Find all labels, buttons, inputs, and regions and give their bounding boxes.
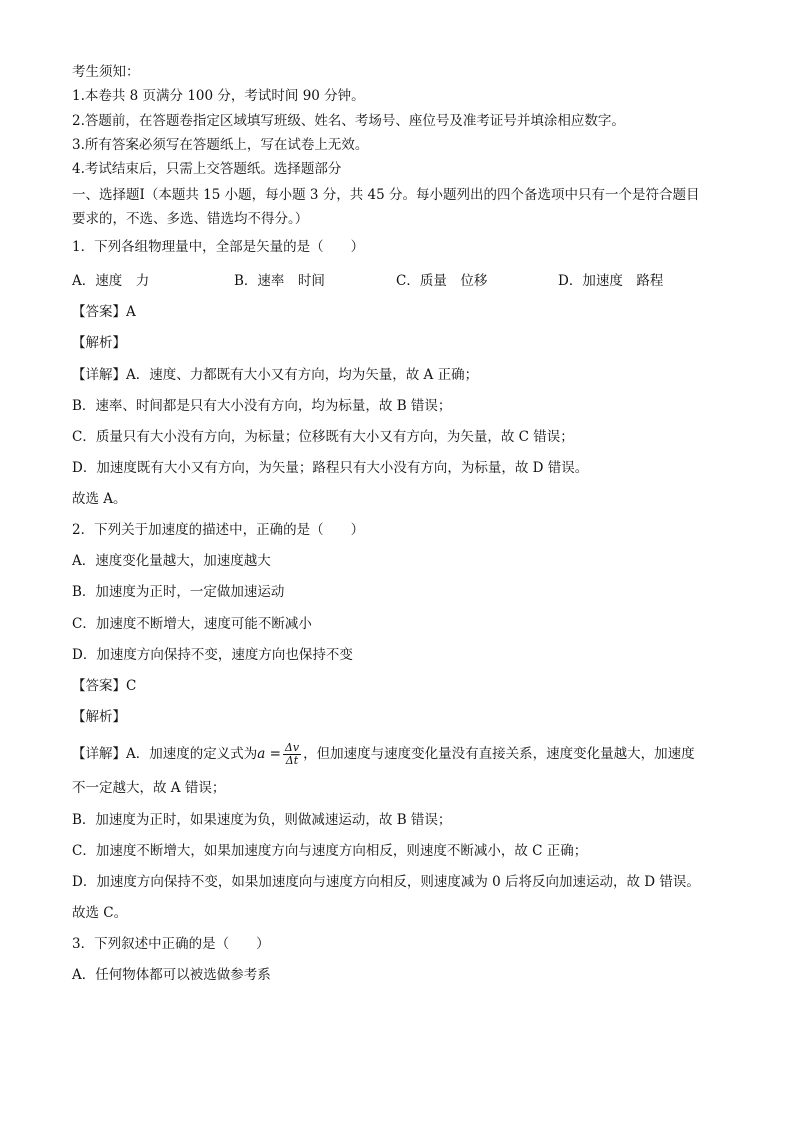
q1-answer: 【答案】A — [72, 304, 136, 320]
acceleration-formula — [283, 742, 301, 767]
q1-detail-d: D．加速度既有大小又有方向，为矢量；路程只有大小没有方向，为标量，故 D 错误。 — [72, 460, 589, 476]
q1-detail-b: B．速率、时间都是只有大小没有方向，均为标量，故 B 错误； — [72, 398, 452, 414]
q1-detail-a: 【详解】A．速度、力都既有大小又有方向，均为矢量，故 A 正确； — [72, 367, 479, 383]
q2-detail-c: C．加速度不断增大，如果加速度方向与速度方向相反，则速度不断减小，故 C 正确； — [72, 843, 588, 859]
notice-item-2: 2.答题前，在答题卷指定区域填写班级、姓名、考场号、座位号及准考证号并填涂相应数字。 — [72, 113, 625, 129]
notice-item-1: 1.本卷共 8 页满分 100 分，考试时间 90 分钟。 — [72, 88, 365, 104]
q1-analysis-label: 【解析】 — [72, 335, 126, 351]
section-heading-line2: 要求的，不选、多选、错选均不得分。） — [72, 211, 309, 227]
section-heading-line1: 一、选择题Ⅰ（本题共 15 小题，每小题 3 分，共 45 分。每小题列出的四个备选项中只有一个是符合题目 — [72, 187, 700, 203]
q2-option-d: D．加速度方向保持不变，速度方向也保持不变 — [72, 647, 353, 663]
notice-item-3: 3.所有答案必须写在答题纸上，写在试卷上无效。 — [72, 137, 369, 153]
q2-detail-a-line2: 不一定越大，故 A 错误； — [72, 780, 226, 796]
q2-stem: 2．下列关于加速度的描述中，正确的是（ ） — [72, 522, 365, 538]
formula-numerator: Δv — [284, 741, 300, 754]
q2-detail-a-line1 — [72, 738, 695, 770]
q1-option-b: B．速率 时间 — [234, 273, 325, 289]
q2-detail-b: B．加速度为正时，如果速度为负，则做减速运动，故 B 错误； — [72, 812, 452, 828]
q3-stem: 3．下列叙述中正确的是（ ） — [72, 936, 270, 952]
q2-option-b: B．加速度为正时，一定做加速运动 — [72, 584, 285, 600]
q2-option-c: C．加速度不断增大，速度可能不断减小 — [72, 616, 312, 632]
q2-conclusion: 故选 C。 — [72, 905, 128, 921]
q2-detail-d: D．加速度方向保持不变，如果加速度向与速度方向相反，则速度减为 0 后将反向加速运动，故 D 错误。 — [72, 874, 700, 890]
q1-option-c: C．质量 位移 — [396, 273, 488, 289]
q1-detail-c: C．质量只有大小没有方向，为标量；位移既有大小又有方向，为矢量，故 C 错误； — [72, 429, 574, 445]
q1-stem: 1．下列各组物理量中，全部是矢量的是（ ） — [72, 239, 365, 255]
q1-option-d: D．加速度 路程 — [558, 273, 664, 289]
notice-title: 考生须知： — [72, 64, 140, 80]
q2-detail-a-prefix: 【详解】A．加速度的定义式为 — [72, 746, 258, 762]
notice-item-4: 4.考试结束后，只需上交答题纸。选择题部分 — [72, 161, 342, 177]
q1-conclusion: 故选 A。 — [72, 491, 127, 507]
q1-option-a: A．速度 力 — [72, 273, 150, 289]
formula-denominator: Δt — [285, 754, 299, 767]
formula-lhs: a = — [257, 746, 281, 762]
q2-detail-a-suffix: ，但加速度与速度变化量没有直接关系，速度变化量越大，加速度 — [303, 746, 695, 762]
q3-option-a: A．任何物体都可以被选做参考系 — [72, 967, 271, 983]
q2-analysis-label: 【解析】 — [72, 709, 126, 725]
q2-option-a: A．速度变化量越大，加速度越大 — [72, 553, 271, 569]
q2-answer: 【答案】C — [72, 678, 137, 694]
